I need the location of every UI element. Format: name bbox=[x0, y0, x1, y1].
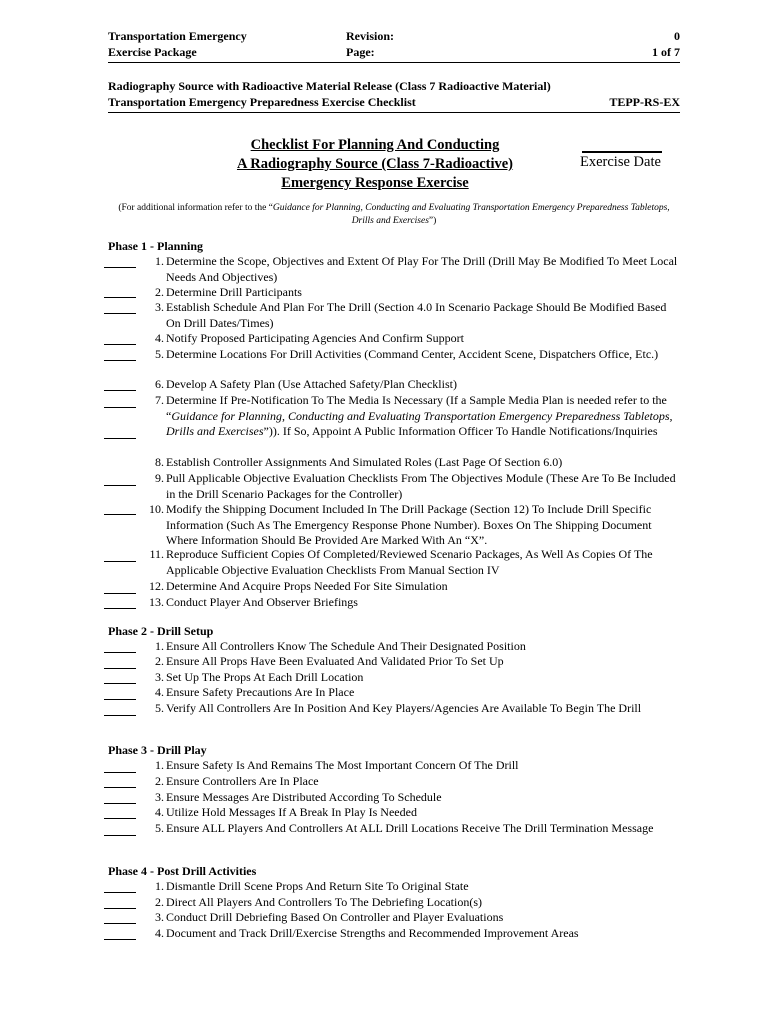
header-revision-value: 0 bbox=[674, 29, 680, 43]
header-page-label: Page: bbox=[346, 45, 375, 59]
item-text: Develop A Safety Plan (Use Attached Safety/Plan Checklist) bbox=[166, 377, 457, 391]
item-text: Establish Controller Assignments And Simulated Roles (Last Page Of Section 6.0) bbox=[166, 455, 563, 469]
item-number: 13. bbox=[149, 595, 164, 609]
checkoff-blank[interactable] bbox=[104, 668, 136, 669]
checkoff-blank[interactable] bbox=[104, 313, 136, 314]
item-text: Conduct Drill Debriefing Based On Controller and Player Evaluations bbox=[166, 910, 504, 924]
item-number: 9. bbox=[155, 471, 164, 485]
checkoff-blank[interactable] bbox=[104, 514, 136, 515]
item-text: Determine If Pre-Notification To The Media Is Necessary (If a Sample Media Plan is needed refer to the “Guidance for Planning, Conducting and Evaluating Transportation Emergency Preparedness Tabletops, Drills and Exercises”)). If So, Appoint A Public Information Officer To Handle Notifications/Inquiries bbox=[166, 393, 673, 438]
title-line3: Emergency Response Exercise bbox=[281, 175, 469, 191]
item-text: Ensure Safety Precautions Are In Place bbox=[166, 685, 355, 699]
item-number: 3. bbox=[155, 910, 164, 924]
item-text: Reproduce Sufficient Copies Of Completed/Reviewed Scenario Packages, As Well As Copies Of The Applicable Objective Evaluation Checklists From Manual Section IV bbox=[166, 547, 653, 577]
checkoff-blank[interactable] bbox=[104, 407, 136, 408]
checkoff-blank[interactable] bbox=[104, 390, 136, 391]
checkoff-blank[interactable] bbox=[104, 939, 136, 940]
phase-title: Phase 2 - Drill Setup bbox=[108, 624, 214, 638]
checkoff-blank[interactable] bbox=[104, 818, 136, 819]
checkoff-blank[interactable] bbox=[104, 772, 136, 773]
item-text: Ensure Controllers Are In Place bbox=[166, 774, 319, 788]
item-text: Ensure All Controllers Know The Schedule And Their Designated Position bbox=[166, 639, 526, 653]
item-number: 1. bbox=[155, 758, 164, 772]
checkoff-blank[interactable] bbox=[104, 652, 136, 653]
item-text: Ensure ALL Players And Controllers At ALL Drill Locations Receive The Drill Termination Message bbox=[166, 821, 654, 835]
item-number: 5. bbox=[155, 347, 164, 361]
item-number: 2. bbox=[155, 774, 164, 788]
item-text: Document and Track Drill/Exercise Strengths and Recommended Improvement Areas bbox=[166, 926, 579, 940]
item-text: Set Up The Props At Each Drill Location bbox=[166, 670, 364, 684]
item-number: 11. bbox=[149, 547, 164, 561]
checkoff-blank[interactable] bbox=[104, 683, 136, 684]
document-subheader bbox=[108, 78, 680, 110]
item-number: 3. bbox=[155, 670, 164, 684]
header-labels bbox=[346, 28, 394, 60]
item-number: 8. bbox=[155, 455, 164, 469]
checkoff-blank[interactable] bbox=[104, 835, 136, 836]
item-text: Conduct Player And Observer Briefings bbox=[166, 595, 358, 609]
exercise-date-label: Exercise Date bbox=[580, 154, 661, 170]
item-text: Dismantle Drill Scene Props And Return Site To Original State bbox=[166, 879, 469, 893]
page-header bbox=[108, 28, 680, 60]
subheader-rule bbox=[108, 112, 680, 113]
title-line2: A Radiography Source (Class 7-Radioactive) bbox=[236, 156, 514, 172]
item-number: 1. bbox=[155, 254, 164, 268]
item-text: Ensure All Props Have Been Evaluated And Validated Prior To Set Up bbox=[166, 654, 504, 668]
checkoff-blank[interactable] bbox=[104, 267, 136, 268]
header-left-line1: Transportation Emergency bbox=[108, 29, 247, 43]
item-number: 7. bbox=[155, 393, 164, 407]
checkoff-blank[interactable] bbox=[104, 908, 136, 909]
checkoff-blank[interactable] bbox=[104, 715, 136, 716]
item-number: 4. bbox=[155, 331, 164, 345]
item-number: 1. bbox=[155, 639, 164, 653]
reference-note: (For additional information refer to the “Guidance for Planning, Conducting and Evaluating Transportation Emergency Preparedness Tabletops, Drills and Exercises”) bbox=[118, 203, 670, 226]
checklist-title bbox=[200, 136, 550, 193]
item-number: 3. bbox=[155, 790, 164, 804]
checkoff-blank[interactable] bbox=[104, 892, 136, 893]
item-number: 1. bbox=[155, 879, 164, 893]
item-text: Determine And Acquire Props Needed For Site Simulation bbox=[166, 579, 448, 593]
item-text: Verify All Controllers Are In Position And Key Players/Agencies Are Available To Begin The Drill bbox=[166, 701, 642, 715]
phase-title: Phase 3 - Drill Play bbox=[108, 743, 207, 757]
item-text: Determine Locations For Drill Activities (Command Center, Accident Scene, Dispatchers Office, Etc.) bbox=[166, 347, 659, 361]
item-text: Establish Schedule And Plan For The Drill (Section 4.0 In Scenario Package Should Be Modified Based On Drill Dates/Times) bbox=[166, 300, 667, 330]
checkoff-blank[interactable] bbox=[104, 344, 136, 345]
header-values bbox=[652, 28, 680, 60]
item-number: 10. bbox=[149, 502, 164, 516]
checkoff-blank[interactable] bbox=[104, 485, 136, 486]
item-text: Direct All Players And Controllers To The Debriefing Location(s) bbox=[166, 895, 482, 909]
item-text: Modify the Shipping Document Included In The Drill Package (Section 12) To Include Drill Specific Information (Such As The Emergency Response Phone Number). Boxes On The Shipping Document Where Information Should Be Provided Are Marked With An “X”. bbox=[166, 502, 652, 547]
item-text: Determine Drill Participants bbox=[166, 285, 302, 299]
document-code: TEPP-RS-EX bbox=[609, 95, 680, 109]
item-text: Pull Applicable Objective Evaluation Checklists From The Objectives Module (These Are To Be Included in the Drill Scenario Packages for the Controller) bbox=[166, 471, 676, 501]
subheader-line2: Transportation Emergency Preparedness Exercise Checklist bbox=[108, 95, 416, 109]
header-left-line2: Exercise Package bbox=[108, 45, 197, 59]
header-rule bbox=[108, 62, 680, 63]
header-page-value: 1 of 7 bbox=[652, 45, 680, 59]
item-text: Notify Proposed Participating Agencies And Confirm Support bbox=[166, 331, 464, 345]
item-number: 6. bbox=[155, 377, 164, 391]
exercise-date-blank[interactable] bbox=[582, 151, 662, 153]
item-text: Utilize Hold Messages If A Break In Play Is Needed bbox=[166, 805, 417, 819]
checkoff-blank[interactable] bbox=[104, 561, 136, 562]
subheader-line1: Radiography Source with Radioactive Material Release (Class 7 Radioactive Material) bbox=[108, 79, 551, 93]
item-number: 2. bbox=[155, 285, 164, 299]
checkoff-blank[interactable] bbox=[104, 803, 136, 804]
item-text: Ensure Safety Is And Remains The Most Important Concern Of The Drill bbox=[166, 758, 519, 772]
header-revision-label: Revision: bbox=[346, 29, 394, 43]
checkoff-blank[interactable] bbox=[104, 608, 136, 609]
title-line1: Checklist For Planning And Conducting bbox=[250, 137, 500, 153]
item-number: 5. bbox=[155, 821, 164, 835]
checkoff-blank[interactable] bbox=[104, 438, 136, 439]
checkoff-blank[interactable] bbox=[104, 787, 136, 788]
item-number: 2. bbox=[155, 654, 164, 668]
checkoff-blank[interactable] bbox=[104, 923, 136, 924]
header-package-name bbox=[108, 28, 247, 60]
item-number: 4. bbox=[155, 805, 164, 819]
item-text: Determine the Scope, Objectives and Extent Of Play For The Drill (Drill May Be Modified To Meet Local Needs And Objectives) bbox=[166, 254, 678, 284]
checkoff-blank[interactable] bbox=[104, 360, 136, 361]
item-number: 4. bbox=[155, 926, 164, 940]
item-text: Ensure Messages Are Distributed According To Schedule bbox=[166, 790, 442, 804]
checkoff-blank[interactable] bbox=[104, 593, 136, 594]
phase-title: Phase 4 - Post Drill Activities bbox=[108, 864, 257, 878]
item-number: 3. bbox=[155, 300, 164, 314]
item-number: 5. bbox=[155, 701, 164, 715]
item-number: 2. bbox=[155, 895, 164, 909]
item-number: 4. bbox=[155, 685, 164, 699]
phase-title: Phase 1 - Planning bbox=[108, 239, 204, 253]
item-number: 12. bbox=[149, 579, 164, 593]
checkoff-blank[interactable] bbox=[104, 297, 136, 298]
checkoff-blank[interactable] bbox=[104, 699, 136, 700]
